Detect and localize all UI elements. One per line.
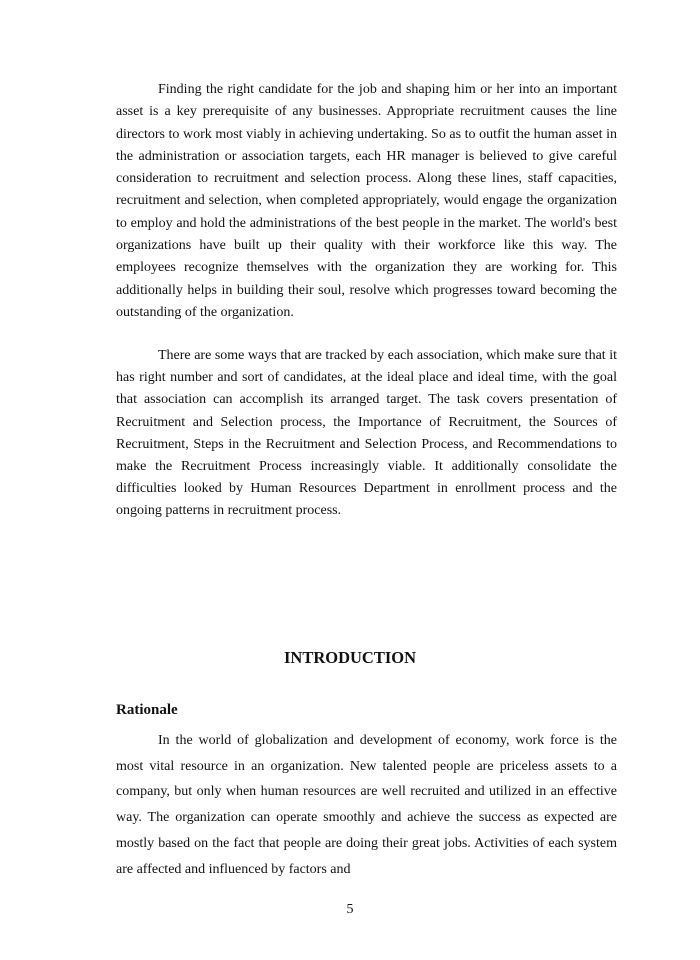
- body-paragraph-1: Finding the right candidate for the job and shaping him or her into an important asset is a key prerequisite of any businesses. Appropriate recruitment causes the line directors to work most viably in achieving undertaking. So as to outfit the human asset in the administration or association targets, each HR manager is believed to give careful consideration to recruitment and selection process. Along these lines, staff capacities, recruitment and selection, when completed appropriately, would engage the organization to employ and hold the administrations of the best people in the market. The world's best organizations have built up their quality with their workforce like this way. The employees recognize themselves with the organization they are working for. This additionally helps in building their soul, resolve which progresses toward becoming the outstanding of the organization.: [116, 82, 617, 320]
- section-heading-introduction: INTRODUCTION: [283, 648, 417, 667]
- subheading-rationale: Rationale: [116, 702, 178, 718]
- body-paragraph-2: There are some ways that are tracked by each association, which make sure that it has right number and sort of candidates, at the ideal place and ideal time, with the goal that association can accomplish its arranged target. The task covers presentation of Recruitment and Selection process, the Importance of Recruitment, the Sources of Recruitment, Steps in the Recruitment and Selection Process, and Recommendations to make the Recruitment Process increasingly viable. It additionally consolidate the difficulties looked by Human Resources Department in enrollment process and the ongoing patterns in recruitment process.: [116, 348, 617, 519]
- rationale-paragraph: In the world of globalization and development of economy, work force is the most vital resource in an organization. New talented people are priceless assets to a company, but only when human resources are well recruited and utilized in an effective way. The organization can operate smoothly and achieve the success as expected are mostly based on the fact that people are doing their great jobs. Activities of each system are affected and influenced by factors and: [116, 733, 617, 877]
- page-number: 5: [346, 902, 354, 917]
